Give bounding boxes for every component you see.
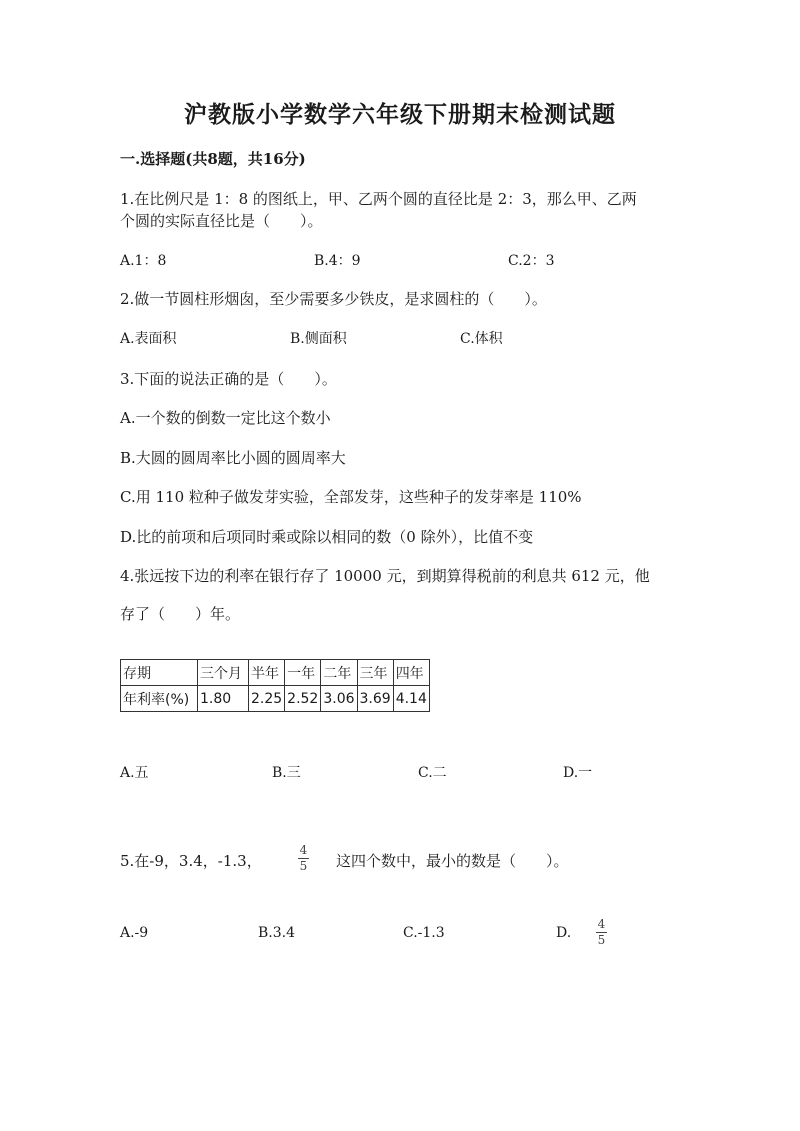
question-3-option-d: D.比的前项和后项同时乘或除以相同的数（0 除外），比值不变 — [120, 528, 534, 546]
question-5-fraction — [298, 844, 309, 873]
fraction-denominator: 5 — [597, 933, 606, 947]
question-4-option-b: B.三 — [272, 765, 301, 781]
table-cell: 二年 — [321, 660, 357, 686]
question-5-text-after: 这四个数中，最小的数是（ ）。 — [336, 852, 569, 870]
question-1-option-b: B.4：9 — [314, 253, 361, 269]
question-2-option-b: B.侧面积 — [290, 331, 347, 347]
question-5-text-before: 5.在-9，3.4，-1.3， — [120, 852, 262, 870]
question-1-line-2: 个圆的实际直径比是（ ）。 — [120, 212, 323, 230]
question-2-line-1: 2.做一节圆柱形烟囱，至少需要多少铁皮，是求圆柱的（ ）。 — [120, 290, 547, 308]
question-1-option-a: A.1：8 — [120, 253, 167, 269]
question-4-line-2: 存了（ ）年。 — [120, 605, 241, 623]
question-5-option-d-fraction — [596, 918, 607, 947]
question-4-option-c: C.二 — [418, 765, 447, 781]
table-cell: 1.80 — [198, 686, 249, 712]
section-heading: 一.选择题(共8题，共16分) — [120, 150, 306, 168]
table-cell: 半年 — [249, 660, 285, 686]
table-cell: 年利率(%) — [121, 686, 198, 712]
question-5-option-d: D. — [556, 925, 572, 941]
question-2-option-a: A.表面积 — [120, 331, 177, 347]
table-row — [121, 686, 430, 712]
fraction-numerator: 4 — [299, 843, 308, 857]
table-header-row — [121, 660, 430, 686]
interest-rate-table — [120, 659, 430, 712]
question-4-option-d: D.一 — [563, 765, 593, 781]
table-cell: 2.52 — [285, 686, 321, 712]
question-3-option-b: B.大圆的圆周率比小圆的圆周率大 — [120, 449, 346, 467]
question-5-option-a: A.-9 — [120, 925, 149, 941]
question-5-option-c: C.-1.3 — [403, 925, 445, 941]
table-cell: 3.69 — [357, 686, 393, 712]
fraction-numerator: 4 — [597, 917, 606, 931]
table-cell: 四年 — [393, 660, 429, 686]
table-cell: 存期 — [121, 660, 198, 686]
fraction-denominator: 5 — [299, 859, 308, 873]
table-cell: 2.25 — [249, 686, 285, 712]
question-1-option-c: C.2：3 — [508, 253, 555, 269]
table-cell: 3.06 — [321, 686, 357, 712]
question-5-option-b: B.3.4 — [258, 925, 296, 941]
table-cell: 4.14 — [393, 686, 429, 712]
question-2-option-c: C.体积 — [460, 331, 503, 347]
question-3-option-c: C.用 110 粒种子做发芽实验，全部发芽，这些种子的发芽率是 110% — [120, 488, 582, 506]
question-1-line-1: 1.在比例尺是 1：8 的图纸上，甲、乙两个圆的直径比是 2：3，那么甲、乙两 — [120, 190, 637, 208]
table-cell: 三个月 — [198, 660, 249, 686]
question-4-line-1: 4.张远按下边的利率在银行存了 10000 元，到期算得税前的利息共 612 元，他 — [120, 567, 650, 585]
table-cell: 三年 — [357, 660, 393, 686]
question-3-option-a: A.一个数的倒数一定比这个数小 — [120, 409, 331, 427]
question-3-line-1: 3.下面的说法正确的是（ ）。 — [120, 370, 337, 388]
table-cell: 一年 — [285, 660, 321, 686]
page-title: 沪教版小学数学六年级下册期末检测试题 — [184, 101, 616, 128]
question-4-option-a: A.五 — [120, 765, 149, 781]
